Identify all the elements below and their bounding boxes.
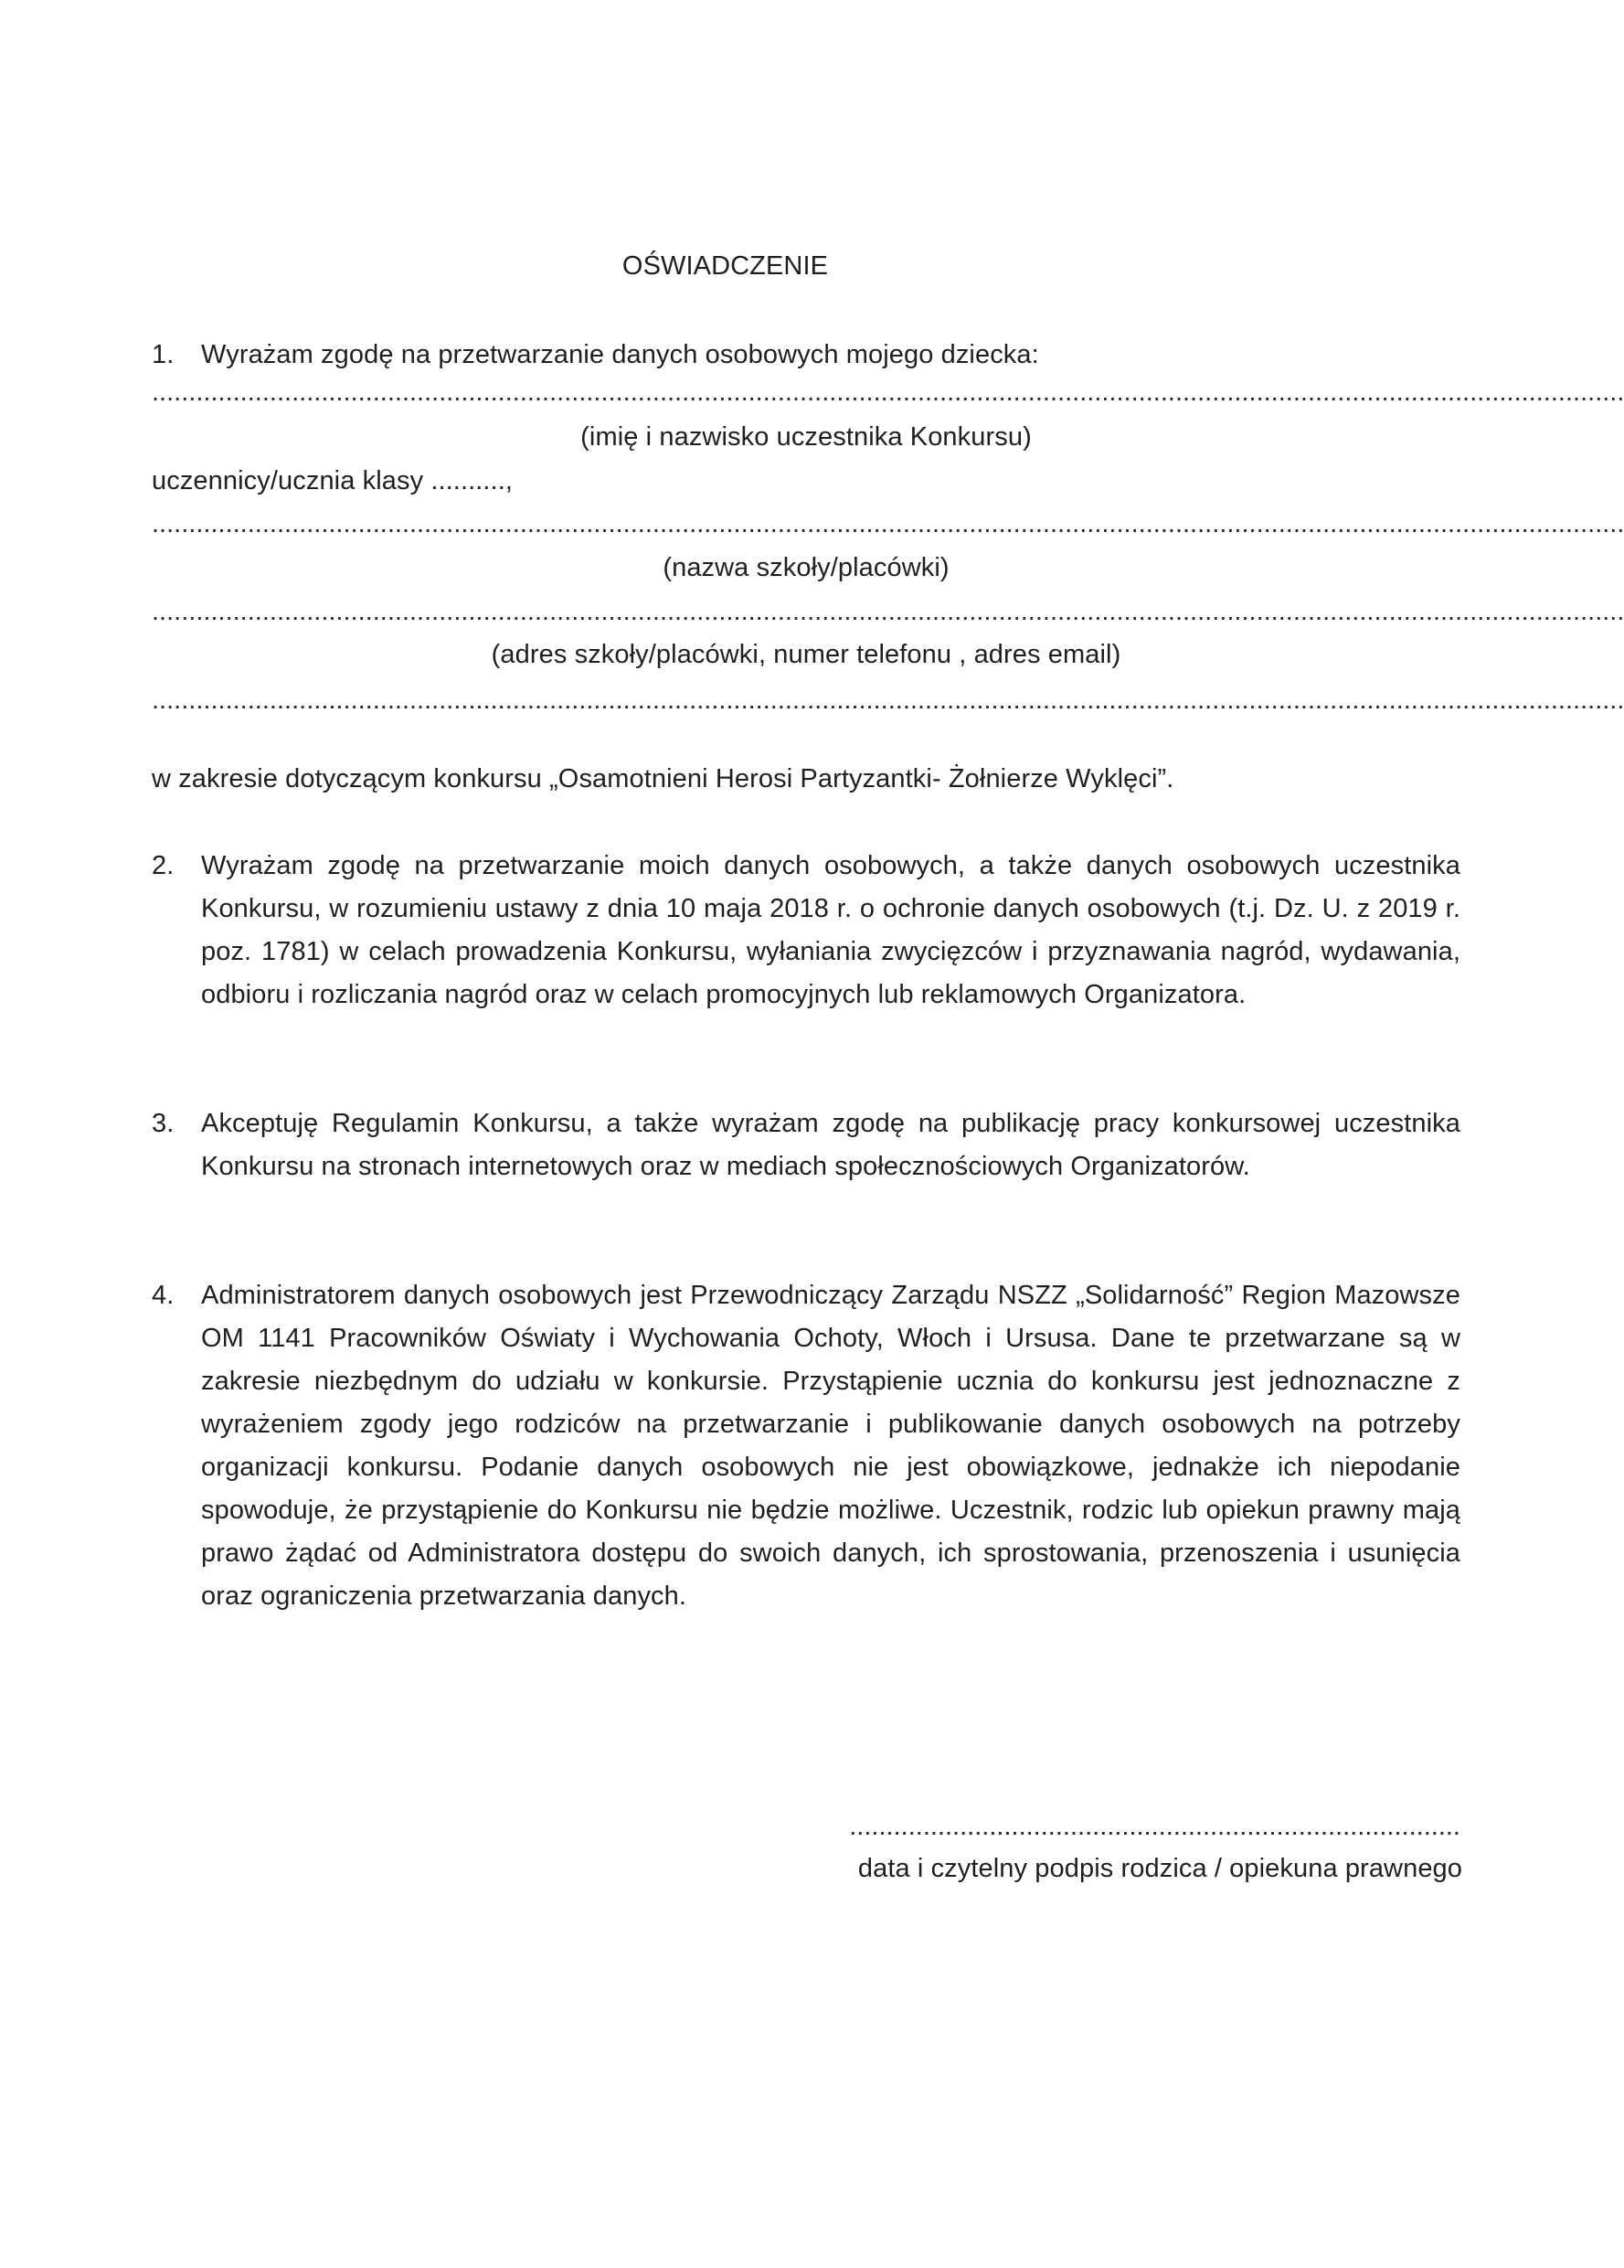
title-text: OŚWIADCZENIE [621, 251, 829, 281]
fill-line-extra[interactable]: ........................................................................................................................................................................................................ [152, 686, 1624, 715]
document-title [0, 245, 1604, 288]
caption-participant-name: (imię i nazwisko uczestnika Konkursu) [580, 422, 1032, 452]
fill-line-school-name[interactable]: ........................................................................................................................................................................................................ [152, 509, 1624, 538]
list-item-1-text: Wyrażam zgodę na przetwarzanie danych osobowych mojego dziecka: [201, 340, 1039, 369]
fill-line-child-name[interactable]: ........................................................................................................................................................................................................ [152, 378, 1624, 407]
caption-school-name: (nazwa szkoły/placówki) [663, 553, 950, 582]
list-number-2: 2. [152, 851, 175, 880]
caption-school-address: (adres szkoły/placówki, numer telefonu , adres email) [491, 640, 1121, 669]
signature-line[interactable]: ................................................................................... [849, 1812, 1460, 1841]
signature-caption: data i czytelny podpis rodzica / opiekuna prawnego [857, 1854, 1462, 1883]
class-line: uczennicy/ucznia klasy .........., [152, 466, 514, 495]
list-number-3: 3. [152, 1109, 175, 1138]
list-item-1 [152, 334, 1460, 377]
fill-line-school-address[interactable]: ........................................................................................................................................................................................................ [152, 597, 1624, 626]
list-item-2-text: Wyrażam zgodę na przetwarzanie moich danych osobowych, a także danych osobowych uczestnika Konkursu, w rozumieniu ustawy z dnia 10 maja 2018 r. o ochronie danych osobowych (t.j. Dz. U. z 2019 r. poz. 1781) w celach prowadzenia Konkursu, wyłaniania zwycięzców i przyznawania nagród, wydawania, odbioru i rozliczania nagród oraz w celach promocyjnych lub reklamowych Organizatora. [201, 851, 1460, 1009]
list-number-1: 1. [152, 340, 175, 369]
list-item-3-text: Akceptuję Regulamin Konkursu, a także wyrażam zgodę na publikację pracy konkursowej uczestnika Konkursu na stronach internetowych oraz w mediach społecznościowych Organizatorów. [201, 1109, 1460, 1181]
list-item-2 [152, 845, 1460, 1017]
list-item-4-text: Administratorem danych osobowych jest Przewodniczący Zarządu NSZZ „Solidarność” Region Mazowsze OM 1141 Pracowników Oświaty i Wychowania Ochoty, Włoch i Ursusa. Dane te przetwarzane są w zakresie niezbędnym do udziału w konkursie. Przystąpienie ucznia do konkursu jest jednoznaczne z wyrażeniem zgody jego rodziców na przetwarzanie i publikowanie danych osobowych na potrzeby organizacji konkursu. Podanie danych osobowych nie jest obowiązkowe, jednakże ich niepodanie spowoduje, że przystąpienie do Konkursu nie będzie możliwe. Uczestnik, rodzic lub opiekun prawny mają prawo żądać od Administratora dostępu do swoich danych, ich sprostowania, przenoszenia i usunięcia oraz ograniczenia przetwarzania danych. [201, 1281, 1460, 1611]
contest-scope-line: w zakresie dotyczącym konkursu „Osamotnieni Herosi Partyzantki- Żołnierze Wyklęci”. [152, 764, 1174, 793]
list-item-4 [152, 1274, 1460, 1618]
list-item-3 [152, 1102, 1460, 1188]
list-number-4: 4. [152, 1281, 175, 1310]
